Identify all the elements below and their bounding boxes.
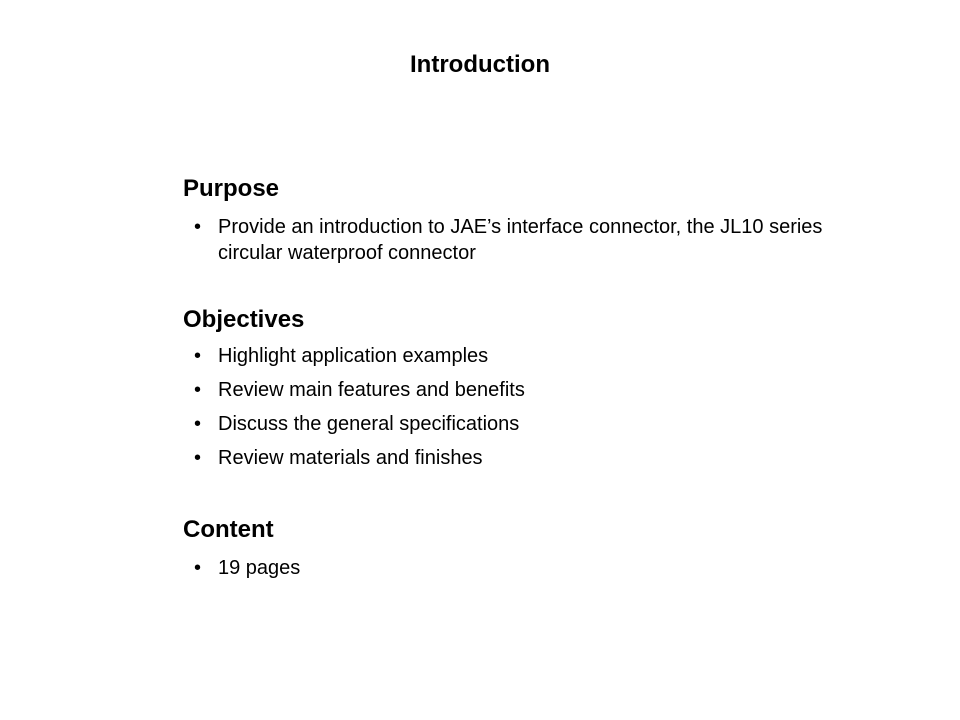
bullet-icon: • <box>194 216 202 238</box>
section-heading-content: Content <box>183 516 274 543</box>
bullet-icon: • <box>194 345 202 367</box>
bullet-icon: • <box>194 379 202 401</box>
section-heading-purpose: Purpose <box>183 175 280 202</box>
section-objectives <box>183 305 883 471</box>
bullet-text: Highlight application examples <box>218 345 489 367</box>
list-item <box>183 445 883 471</box>
slide-title: Introduction <box>410 51 550 78</box>
list-item <box>183 214 883 266</box>
section-heading-objectives: Objectives <box>183 306 305 333</box>
section-purpose <box>183 174 883 266</box>
bullet-text: Discuss the general specifications <box>218 413 520 435</box>
purpose-bullet-list <box>183 214 883 266</box>
objectives-bullet-list <box>183 343 883 471</box>
bullet-text: Review main features and benefits <box>218 379 525 401</box>
section-content <box>183 515 883 581</box>
bullet-text: Provide an introduction to JAE’s interface connector, the JL10 series circular waterproof connector <box>218 216 823 264</box>
bullet-icon: • <box>194 557 202 579</box>
list-item <box>183 377 883 403</box>
bullet-icon: • <box>194 447 202 469</box>
bullet-text: 19 pages <box>218 557 301 579</box>
bullet-text: Review materials and finishes <box>218 447 483 469</box>
bullet-icon: • <box>194 413 202 435</box>
list-item <box>183 343 883 369</box>
list-item <box>183 555 883 581</box>
list-item <box>183 411 883 437</box>
content-bullet-list <box>183 555 883 581</box>
